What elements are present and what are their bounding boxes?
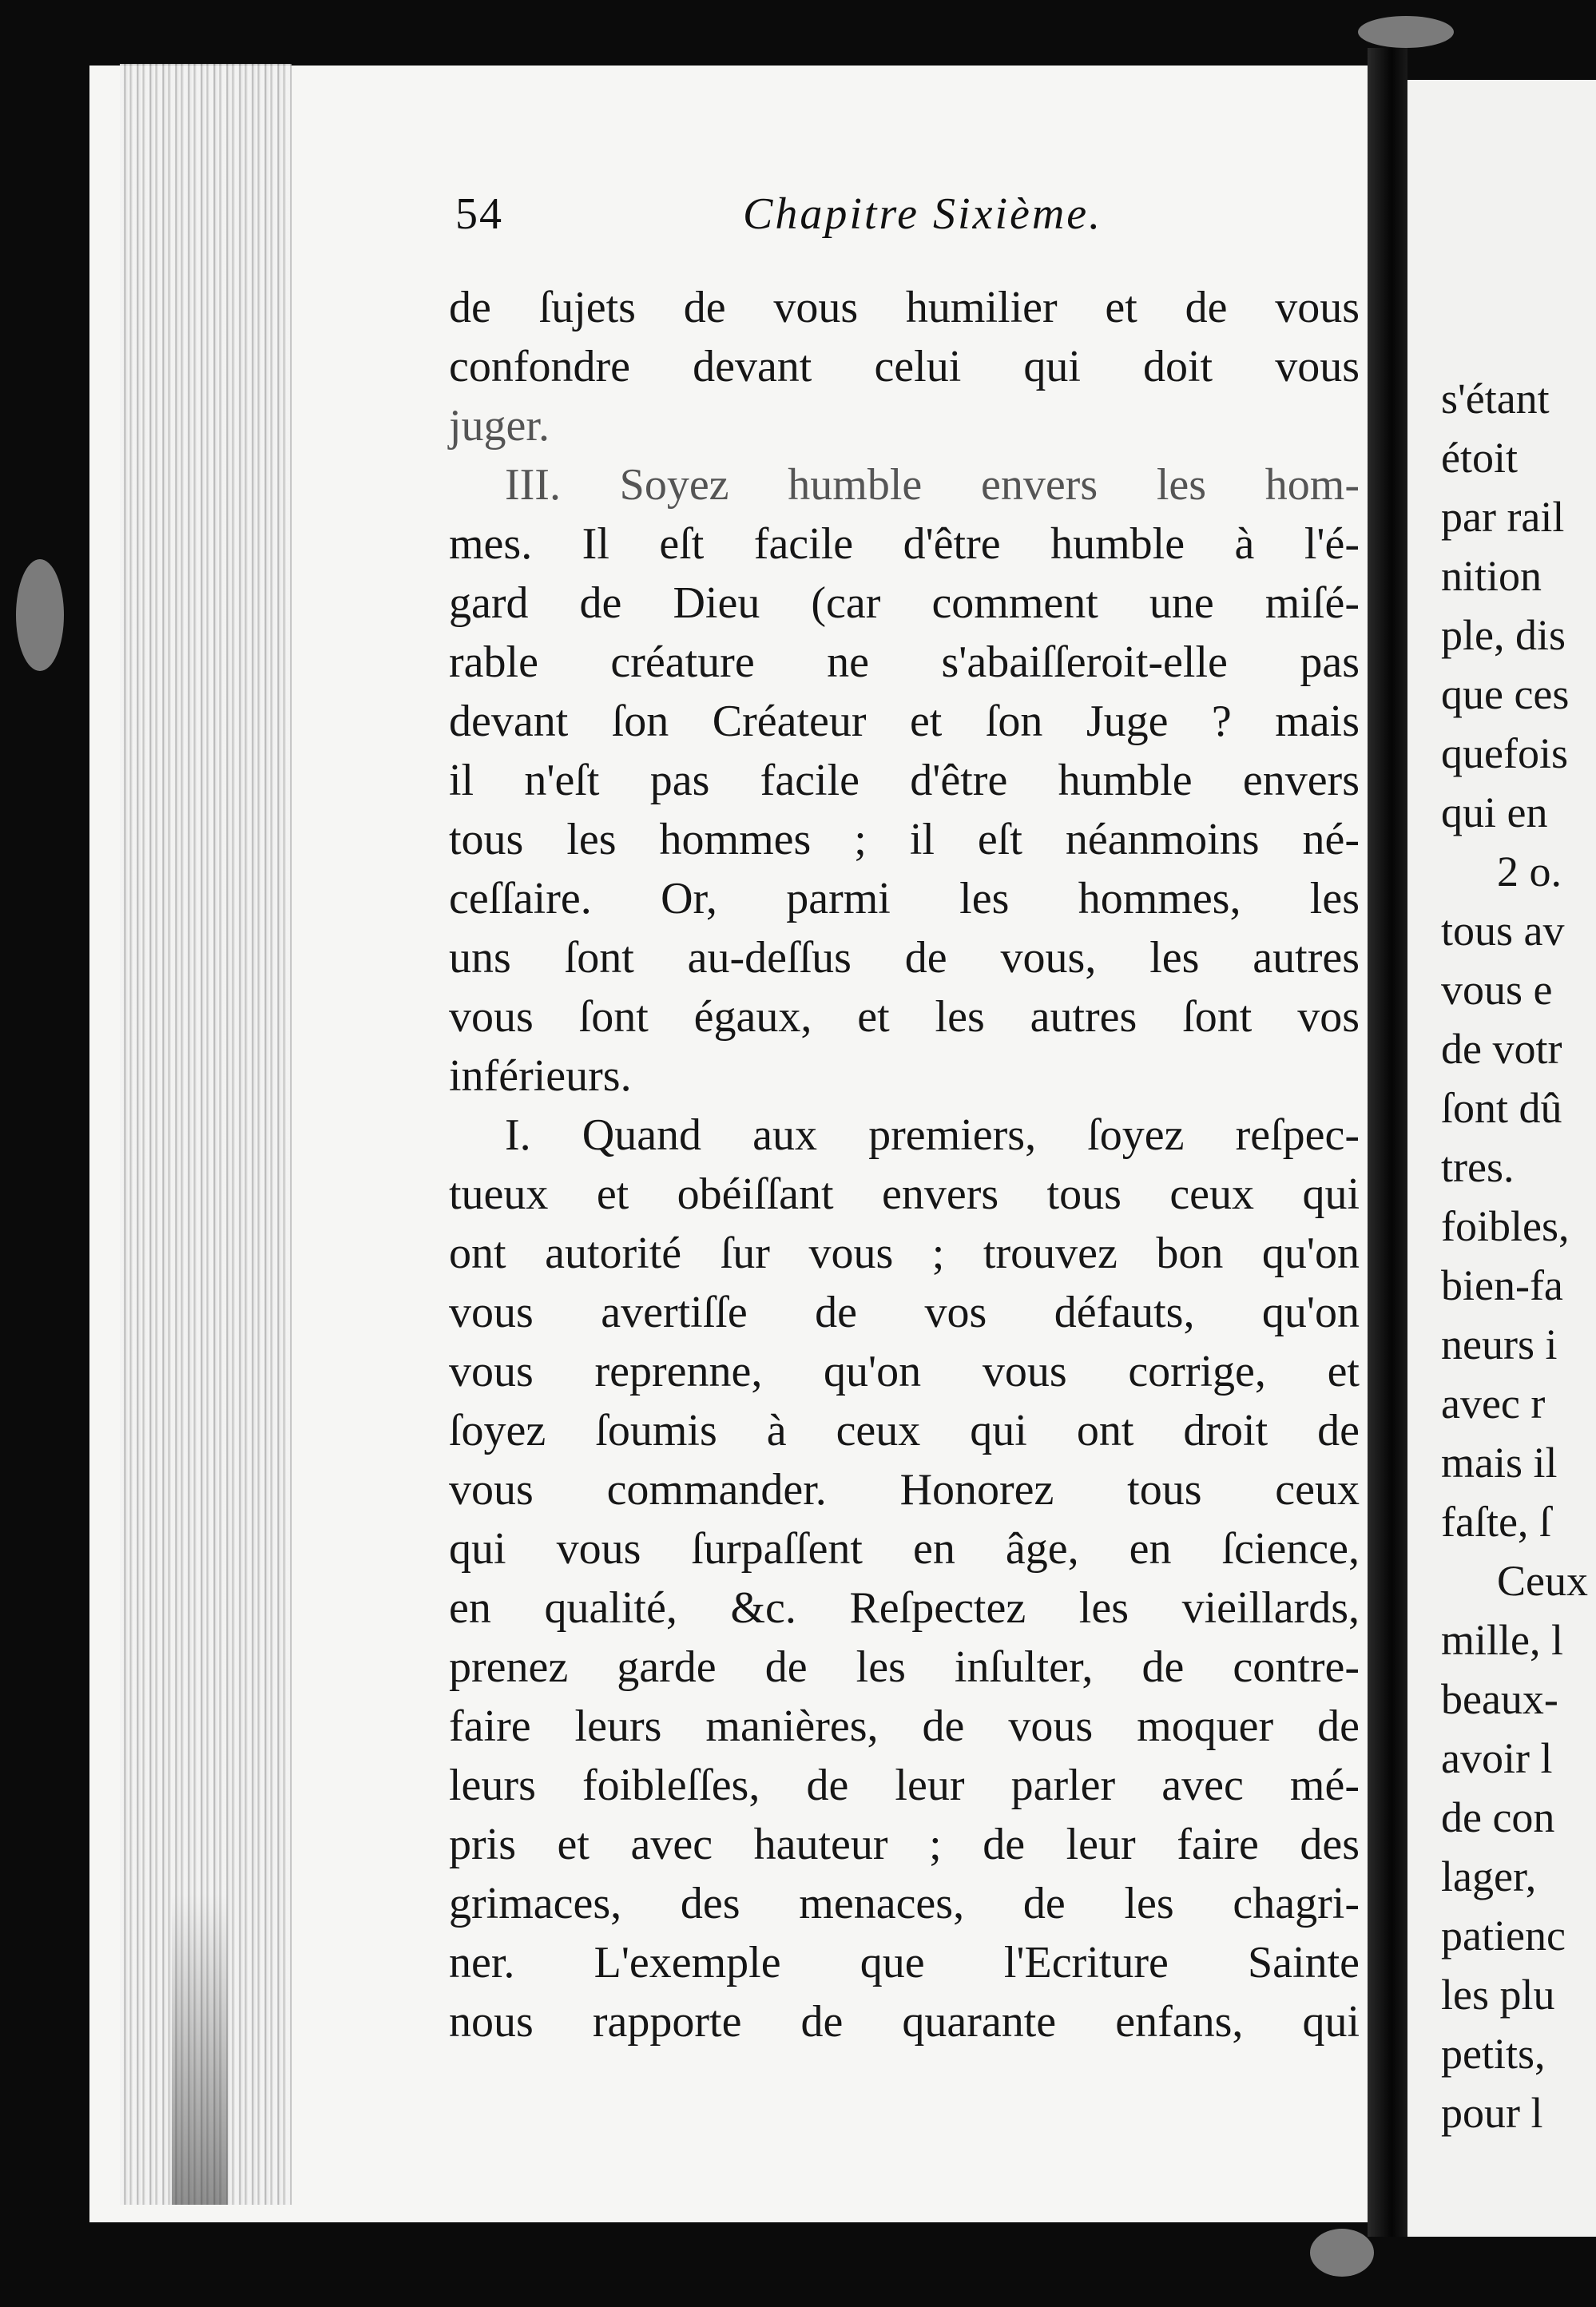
text-line: pris et avec hauteur ; de leur faire des [449, 1820, 1360, 1869]
text-line: confondre devant celui qui doit vous [449, 342, 1360, 391]
facing-text-line: lager, [1441, 1852, 1537, 1900]
page-number: 54 [455, 189, 503, 239]
facing-text-line: de votr [1441, 1025, 1562, 1073]
facing-text-line: pour l [1441, 2089, 1543, 2137]
text-line: nous rapporte de quarante enfans, qui [449, 1997, 1360, 2047]
facing-text-line: 2 o. [1497, 848, 1562, 895]
text-line: inférieurs. [449, 1051, 632, 1101]
page-edges [120, 64, 292, 2205]
facing-text-line: quefois [1441, 729, 1568, 777]
text-line: de ſujets de vous humilier et de vous [449, 283, 1360, 332]
facing-text-line: mille, l [1441, 1616, 1563, 1664]
facing-page-text [1441, 297, 1596, 2142]
facing-text-line: Ceux [1497, 1557, 1588, 1605]
facing-text-line: foibles, [1441, 1202, 1570, 1250]
scan-speckle [1358, 16, 1454, 48]
text-line: gard de Dieu (car comment une miſé- [449, 578, 1360, 628]
scan-speckle [16, 559, 64, 671]
text-line: prenez garde de les inſulter, de contre- [449, 1642, 1360, 1692]
chapter-title: Chapitre Sixième. [743, 189, 1103, 239]
text-line: uns ſont au-deſſus de vous, les autres [449, 933, 1360, 983]
text-line: ont autorité ſur vous ; trouvez bon qu'on [449, 1229, 1360, 1278]
text-line: vous commander. Honorez tous ceux [449, 1465, 1360, 1515]
facing-text-line: petits, [1441, 2030, 1546, 2078]
facing-text-line: faſte, ſ [1441, 1498, 1551, 1546]
book-page-right [1407, 80, 1596, 2237]
facing-text-line: patienc [1441, 1912, 1566, 1960]
text-line: qui vous ſurpaſſent en âge, en ſcience, [449, 1524, 1360, 1574]
facing-text-line: bien-fa [1441, 1261, 1563, 1309]
facing-text-line: étoit [1441, 434, 1518, 482]
book-gutter [1368, 48, 1407, 2237]
facing-text-line: mais il [1441, 1439, 1558, 1487]
facing-text-line: avec r [1441, 1380, 1546, 1427]
facing-text-line: les plu [1441, 1971, 1555, 2019]
facing-text-line: de con [1441, 1793, 1555, 1841]
facing-text-line: par rail [1441, 493, 1565, 541]
facing-text-line: ſont dû [1441, 1084, 1562, 1132]
text-line: vous reprenne, qu'on vous corrige, et [449, 1347, 1360, 1396]
text-line: rable créature ne s'abaiſſeroit-elle pas [449, 637, 1360, 687]
text-line: vous avertiſſe de vos défauts, qu'on [449, 1288, 1360, 1337]
facing-text-line: tres. [1441, 1143, 1515, 1191]
text-line: ceſſaire. Or, parmi les hommes, les [449, 874, 1360, 923]
facing-text-line: tous av [1441, 907, 1565, 955]
text-line: ner. L'exemple que l'Ecriture Sainte [449, 1938, 1360, 1987]
body-text [449, 278, 1360, 2051]
facing-text-line: nition [1441, 552, 1542, 600]
text-line: juger. [449, 401, 550, 451]
facing-text-line: neurs i [1441, 1320, 1558, 1368]
text-line: tueux et obéiſſant envers tous ceux qui [449, 1169, 1360, 1219]
page-edges-shadow [172, 1893, 228, 2205]
text-line: III. Soyez humble envers les hom- [505, 460, 1360, 510]
facing-text-line: que ces [1441, 670, 1570, 718]
text-line: en qualité, &c. Reſpectez les vieillards, [449, 1583, 1360, 1633]
running-head [455, 189, 1358, 244]
scan-speckle [1310, 2229, 1374, 2277]
facing-text-line: beaux- [1441, 1675, 1558, 1723]
facing-text-line: avoir l [1441, 1734, 1553, 1782]
text-line: leurs foibleſſes, de leur parler avec mé- [449, 1761, 1360, 1810]
facing-text-line: ple, dis [1441, 611, 1566, 659]
text-line: ſoyez ſoumis à ceux qui ont droit de [449, 1406, 1360, 1455]
text-line: devant ſon Créateur et ſon Juge ? mais [449, 697, 1360, 746]
facing-text-line: s'étant [1441, 375, 1550, 423]
text-line: tous les hommes ; il eſt néanmoins né- [449, 815, 1360, 864]
text-line: faire leurs manières, de vous moquer de [449, 1701, 1360, 1751]
facing-text-line: qui en [1441, 788, 1548, 836]
text-line: grimaces, des menaces, de les chagri- [449, 1879, 1360, 1928]
text-line: mes. Il eſt facile d'être humble à l'é- [449, 519, 1360, 569]
facing-text-line: vous e [1441, 966, 1553, 1014]
text-line: I. Quand aux premiers, ſoyez reſpec- [505, 1110, 1360, 1160]
text-line: vous ſont égaux, et les autres ſont vos [449, 992, 1360, 1042]
text-line: il n'eſt pas facile d'être humble envers [449, 756, 1360, 805]
